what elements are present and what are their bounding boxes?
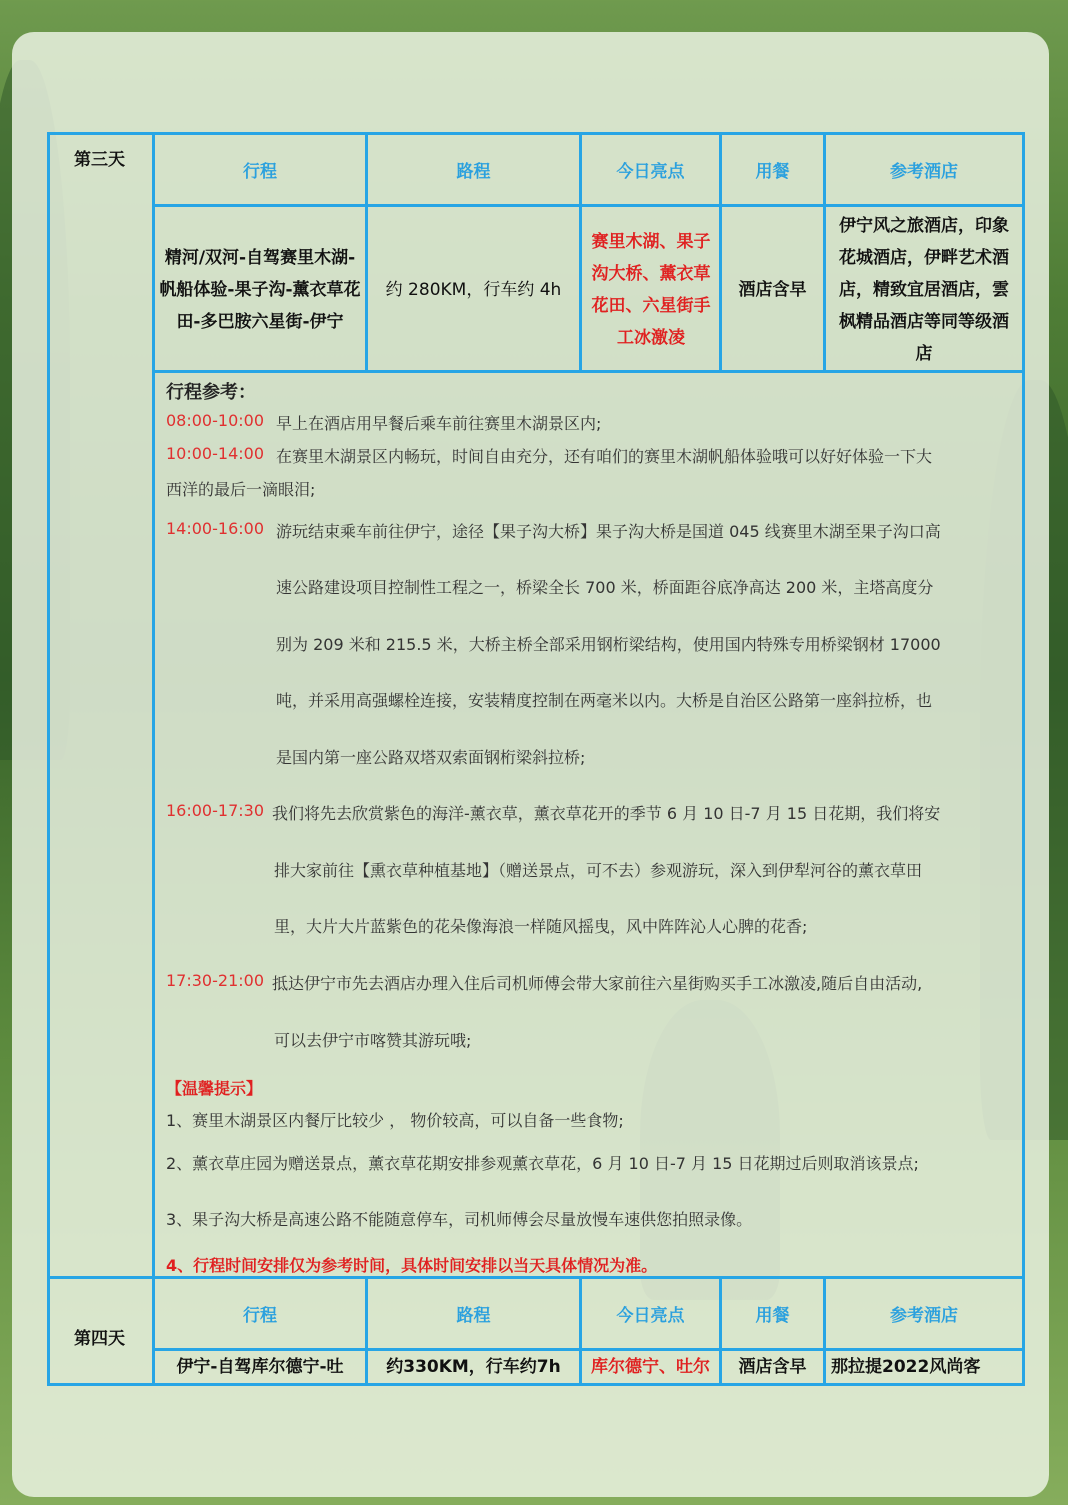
- day4-label: 第四天: [74, 1329, 125, 1349]
- schedule-text: 别为 209 米和 215.5 米，大桥主桥全部采用钢桁梁结构，使用国内特殊专用桥梁钢材 17000: [276, 635, 941, 654]
- day4-header-route: 行程: [243, 1306, 277, 1326]
- itinerary-ref-title: 行程参考：: [166, 382, 256, 403]
- day4-meal: 酒店含早: [738, 1357, 807, 1377]
- schedule-text: 游玩结束乘车前往伊宁，途径【果子沟大桥】果子沟大桥是国道 045 线赛里木湖至果子沟口高: [276, 522, 941, 541]
- tip-item: 2、薰衣草庄园为赠送景点，薰衣草花期安排参观薰衣草花，6 月 10 日-7 月 15 日花期过后则取消该景点;: [166, 1154, 919, 1173]
- day3-header-road: 路程: [456, 162, 491, 182]
- day3-road: 约 280KM，行车约 4h: [385, 280, 562, 300]
- schedule-text: 是国内第一座公路双塔双索面钢桁梁斜拉桥;: [276, 748, 586, 767]
- day3-header-route: 行程: [243, 162, 277, 182]
- schedule-text: 在赛里木湖景区内畅玩，时间自由充分，还有咱们的赛里木湖帆船体验哦可以好好体验一下大: [276, 447, 933, 466]
- schedule-text: 抵达伊宁市先去酒店办理入住后司机师傅会带大家前往六星街购买手工冰激凌,随后自由活动,: [272, 974, 923, 993]
- day3-hotel: 伊宁风之旅酒店，印象花城酒店，伊畔艺术酒店，精致宜居酒店，雲枫精品酒店等同等级酒店: [839, 216, 1009, 364]
- tip-warning: 4、行程时间安排仅为参考时间，具体时间安排以当天具体情况为准。: [166, 1256, 658, 1275]
- day4-header-hotel: 参考酒店: [890, 1306, 958, 1326]
- day4-highlight: 库尔德宁、吐尔: [591, 1357, 710, 1377]
- day4-header-meal: 用餐: [755, 1306, 790, 1326]
- day4-header-highlight: 今日亮点: [616, 1306, 685, 1326]
- tip-item: 1、赛里木湖景区内餐厅比较少 ， 物价较高，可以自备一些食物;: [166, 1111, 624, 1130]
- day3-header-highlight: 今日亮点: [616, 162, 685, 182]
- day4-hotel: 那拉提2022风尚客: [831, 1357, 981, 1377]
- day3-route: 精河/双河-自驾赛里木湖-帆船体验-果子沟-薰衣草花田-多巴胺六星街-伊宁: [159, 248, 361, 332]
- schedule-text: 里，大片大片蓝紫色的花朵像海浪一样随风摇曳，风中阵阵沁人心脾的花香;: [274, 917, 808, 936]
- schedule-text: 排大家前往【熏衣草种植基地】（赠送景点，可不去）参观游玩，深入到伊犁河谷的薰衣草田: [274, 861, 923, 880]
- schedule-time: 08:00-10:00: [166, 411, 264, 430]
- schedule-time: 14:00-16:00: [166, 519, 264, 538]
- day4-header-road: 路程: [456, 1306, 491, 1326]
- schedule-text: 西洋的最后一滴眼泪;: [166, 480, 316, 499]
- day4-route: 伊宁-自驾库尔德宁-吐: [176, 1357, 344, 1377]
- schedule-text: 速公路建设项目控制性工程之一，桥梁全长 700 米，桥面距谷底净高达 200 米，主塔高度分: [276, 578, 934, 597]
- schedule-text: 可以去伊宁市喀赞其游玩哦;: [274, 1031, 472, 1050]
- tip-item: 3、果子沟大桥是高速公路不能随意停车，司机师傅会尽量放慢车速供您拍照录像。: [166, 1210, 753, 1229]
- schedule-time: 17:30-21:00: [166, 971, 264, 990]
- tips-title: 【温馨提示】: [166, 1079, 263, 1098]
- schedule-text: 吨，并采用高强螺栓连接，安装精度控制在两毫米以内。大桥是自治区公路第一座斜拉桥，也: [276, 691, 933, 710]
- day3-header-meal: 用餐: [755, 162, 790, 182]
- schedule-time: 16:00-17:30: [166, 801, 264, 820]
- day3-header-hotel: 参考酒店: [890, 162, 958, 182]
- day3-label: 第三天: [74, 150, 125, 170]
- day4-road: 约330KM，行车约7h: [386, 1357, 561, 1377]
- day3-highlight: 赛里木湖、果子沟大桥、薰衣草花田、六星街手工冰激凌: [591, 232, 711, 348]
- schedule-time: 10:00-14:00: [166, 444, 264, 463]
- schedule-text: 我们将先去欣赏紫色的海洋-薰衣草，薰衣草花开的季节 6 月 10 日-7 月 15 日花期，我们将安: [272, 804, 941, 823]
- schedule-text: 早上在酒店用早餐后乘车前往赛里木湖景区内;: [276, 414, 602, 433]
- day3-meal: 酒店含早: [738, 280, 807, 300]
